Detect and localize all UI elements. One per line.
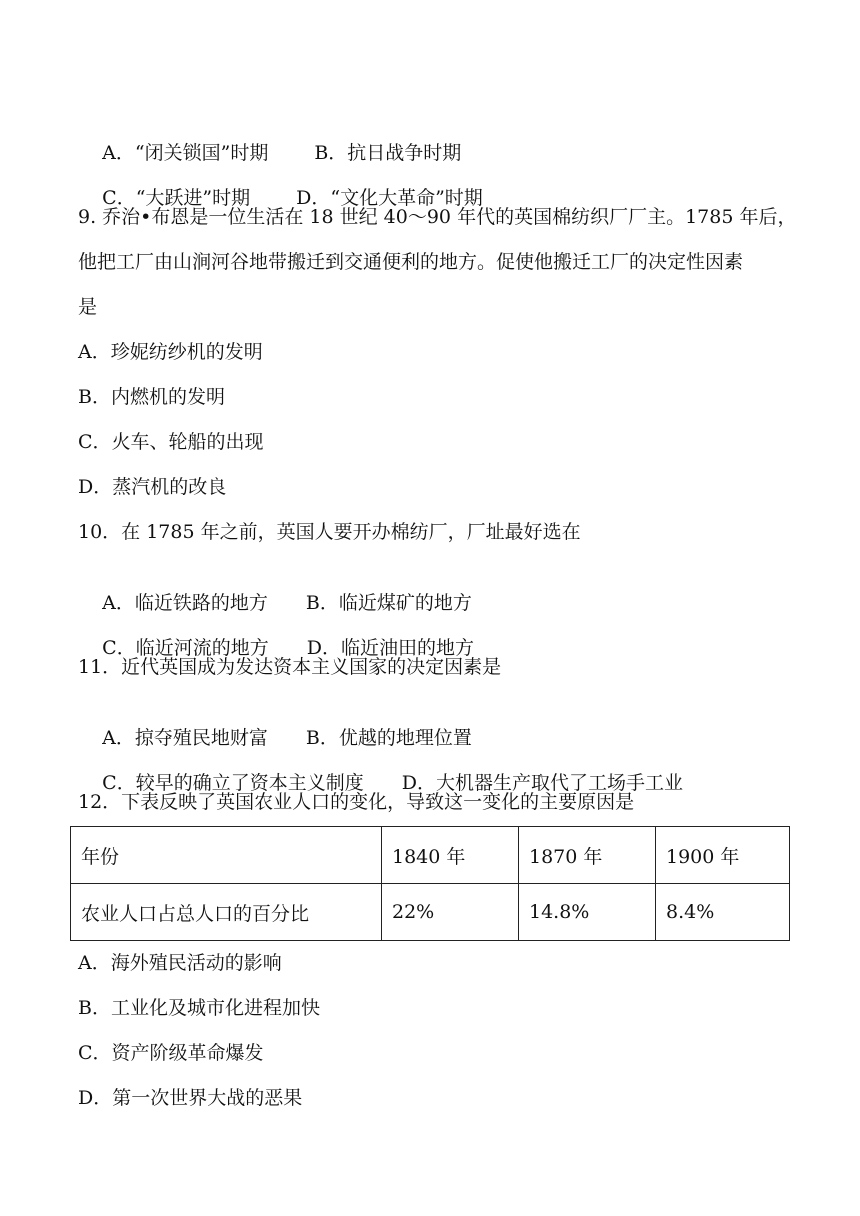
q8-option-a: A．“闭关锁国”时期: [102, 142, 269, 164]
q12-option-b: B．工业化及城市化进程加快: [78, 997, 320, 1019]
q12-option-a: A．海外殖民活动的影响: [78, 952, 282, 974]
table-row: [71, 884, 790, 941]
q12-stem: 12．下表反映了英国农业人口的变化，导致这一变化的主要原因是: [78, 791, 635, 813]
q12-option-c: C．资产阶级革命爆发: [78, 1042, 264, 1064]
q11-option-a: A．掠夺殖民地财富: [102, 727, 268, 749]
table-cell: 22%: [382, 884, 519, 941]
table-cell: 1840 年: [382, 827, 519, 884]
table-cell: 1900 年: [656, 827, 790, 884]
q11-stem: 11．近代英国成为发达资本主义国家的决定因素是: [78, 656, 502, 678]
table-cell: 14.8%: [519, 884, 656, 941]
q9-stem-line-2: 他把工厂由山涧河谷地带搬迁到交通便利的地方。促使他搬迁工厂的决定性因素: [78, 251, 744, 273]
q8-option-c: C．“大跃进”时期: [102, 187, 251, 209]
q11-option-d: D．大机器生产取代了工场手工业: [401, 772, 683, 794]
q9-option-d: D．蒸汽机的改良: [78, 476, 227, 498]
q10-option-c: C．临近河流的地方: [102, 637, 269, 659]
table-header-row: [71, 827, 790, 884]
q9-stem-line-3: 是: [78, 296, 98, 318]
q11-option-b: B．优越的地理位置: [305, 727, 472, 749]
q8-option-d: D．“文化大革命”时期: [296, 187, 483, 209]
q10-stem: 10．在 1785 年之前，英国人要开办棉纺厂，厂址最好选在: [78, 521, 581, 543]
q9-option-a: A．珍妮纺纱机的发明: [78, 341, 263, 363]
table-cell: 8.4%: [656, 884, 790, 941]
table-cell: 年份: [71, 827, 382, 884]
q9-stem-line-1: 9. 乔治•布恩是一位生活在 18 世纪 40～90 年代的英国棉纺织厂厂主。1785 年后，: [78, 206, 797, 228]
q12-option-d: D．第一次世界大战的恶果: [78, 1087, 303, 1109]
table-cell: 农业人口占总人口的百分比: [71, 884, 382, 941]
table-cell: 1870 年: [519, 827, 656, 884]
q8-option-b: B．抗日战争时期: [314, 142, 462, 164]
agricultural-population-table: [70, 826, 790, 941]
q10-option-d: D．临近油田的地方: [306, 637, 474, 659]
q9-option-c: C．火车、轮船的出现: [78, 431, 264, 453]
q10-option-a: A．临近铁路的地方: [102, 592, 268, 614]
q10-option-b: B．临近煤矿的地方: [305, 592, 472, 614]
q11-option-c: C．较早的确立了资本主义制度: [102, 772, 364, 794]
q9-option-b: B．内燃机的发明: [78, 386, 225, 408]
